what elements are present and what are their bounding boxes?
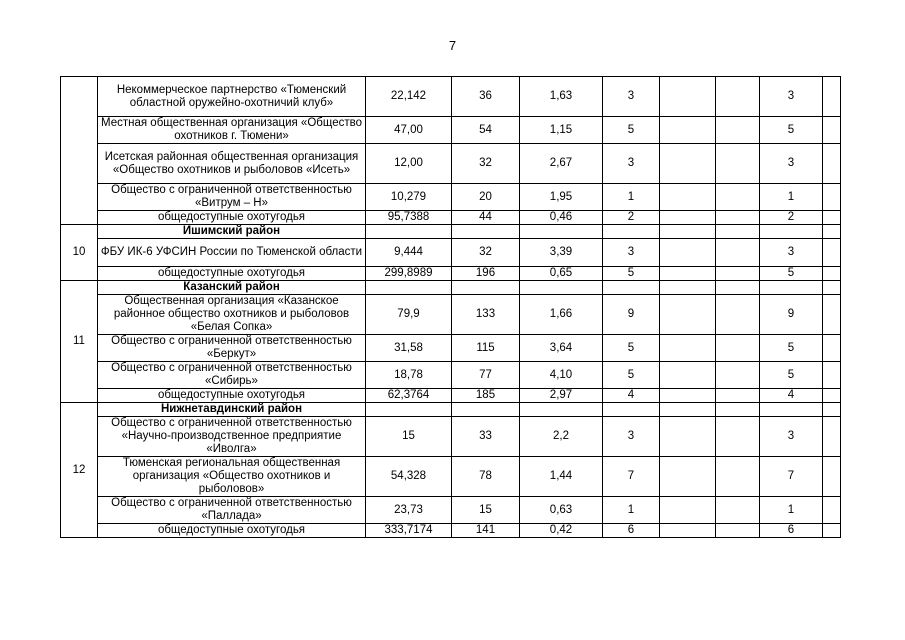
value-cell: 115 bbox=[452, 335, 520, 362]
area-cell: 299,8989 bbox=[366, 267, 452, 281]
value-cell: 33 bbox=[452, 417, 520, 457]
empty-cell bbox=[823, 403, 841, 417]
value-cell: 2,97 bbox=[520, 389, 603, 403]
value-cell bbox=[660, 267, 716, 281]
table-row bbox=[61, 497, 841, 524]
value-cell: 5 bbox=[760, 267, 823, 281]
value-cell: 0,46 bbox=[520, 211, 603, 225]
organization-name: Общество с ограниченной ответственностью «Беркут» bbox=[98, 335, 366, 362]
value-cell bbox=[660, 117, 716, 144]
empty-cell bbox=[603, 403, 660, 417]
empty-cell bbox=[760, 225, 823, 239]
area-cell: 12,00 bbox=[366, 144, 452, 184]
value-cell: 7 bbox=[603, 457, 660, 497]
empty-cell bbox=[760, 403, 823, 417]
area-cell: 15 bbox=[366, 417, 452, 457]
row-number-cell: 12 bbox=[61, 403, 98, 538]
value-cell bbox=[716, 497, 760, 524]
value-cell: 1 bbox=[603, 497, 660, 524]
value-cell: 36 bbox=[452, 77, 520, 117]
value-cell: 9 bbox=[603, 295, 660, 335]
value-cell bbox=[660, 211, 716, 225]
value-cell: 32 bbox=[452, 144, 520, 184]
empty-cell bbox=[823, 225, 841, 239]
value-cell: 3 bbox=[760, 239, 823, 267]
district-name: Нижнетавдинский район bbox=[98, 403, 366, 417]
value-cell bbox=[660, 239, 716, 267]
value-cell: 1 bbox=[603, 184, 660, 211]
empty-cell bbox=[823, 281, 841, 295]
value-cell: 20 bbox=[452, 184, 520, 211]
organization-name: Исетская районная общественная организация «Общество охотников и рыболовов «Исеть» bbox=[98, 144, 366, 184]
organization-name: Некоммерческое партнерство «Тюменский областной оружейно-охотничий клуб» bbox=[98, 77, 366, 117]
value-cell: 32 bbox=[452, 239, 520, 267]
value-cell: 3,39 bbox=[520, 239, 603, 267]
value-cell bbox=[823, 295, 841, 335]
value-cell: 5 bbox=[603, 267, 660, 281]
value-cell bbox=[660, 184, 716, 211]
value-cell bbox=[660, 335, 716, 362]
value-cell bbox=[660, 144, 716, 184]
value-cell bbox=[716, 389, 760, 403]
organization-name: Общество с ограниченной ответственностью «Научно-производственное предприятие «Иволга» bbox=[98, 417, 366, 457]
value-cell: 7 bbox=[760, 457, 823, 497]
value-cell bbox=[716, 335, 760, 362]
empty-cell bbox=[660, 403, 716, 417]
empty-cell bbox=[603, 281, 660, 295]
area-cell: 23,73 bbox=[366, 497, 452, 524]
row-number-cell: 10 bbox=[61, 225, 98, 281]
value-cell bbox=[823, 362, 841, 389]
empty-cell bbox=[603, 225, 660, 239]
empty-cell bbox=[520, 281, 603, 295]
value-cell: 185 bbox=[452, 389, 520, 403]
value-cell bbox=[823, 211, 841, 225]
value-cell bbox=[660, 457, 716, 497]
value-cell: 1 bbox=[760, 497, 823, 524]
value-cell: 1,44 bbox=[520, 457, 603, 497]
district-name: Казанский район bbox=[98, 281, 366, 295]
area-cell: 22,142 bbox=[366, 77, 452, 117]
value-cell bbox=[823, 267, 841, 281]
value-cell: 5 bbox=[760, 117, 823, 144]
empty-cell bbox=[660, 225, 716, 239]
row-number-cell: 11 bbox=[61, 281, 98, 403]
value-cell: 5 bbox=[603, 117, 660, 144]
value-cell bbox=[660, 295, 716, 335]
table-row bbox=[61, 144, 841, 184]
organization-name: Тюменская региональная общественная организация «Общество охотников и рыболовов» bbox=[98, 457, 366, 497]
value-cell: 4 bbox=[603, 389, 660, 403]
value-cell: 3 bbox=[760, 144, 823, 184]
value-cell: 196 bbox=[452, 267, 520, 281]
area-cell: 18,78 bbox=[366, 362, 452, 389]
value-cell bbox=[823, 184, 841, 211]
empty-cell bbox=[452, 281, 520, 295]
value-cell bbox=[716, 184, 760, 211]
value-cell bbox=[823, 144, 841, 184]
table-row bbox=[61, 417, 841, 457]
value-cell: 5 bbox=[760, 362, 823, 389]
value-cell: 6 bbox=[603, 524, 660, 538]
value-cell bbox=[716, 117, 760, 144]
value-cell: 1 bbox=[760, 184, 823, 211]
value-cell bbox=[823, 239, 841, 267]
empty-cell bbox=[452, 225, 520, 239]
table-row bbox=[61, 117, 841, 144]
value-cell: 5 bbox=[603, 362, 660, 389]
table-row-total bbox=[61, 389, 841, 403]
value-cell: 4,10 bbox=[520, 362, 603, 389]
area-cell: 9,444 bbox=[366, 239, 452, 267]
value-cell bbox=[823, 497, 841, 524]
empty-cell bbox=[452, 403, 520, 417]
table-row bbox=[61, 335, 841, 362]
empty-cell bbox=[760, 281, 823, 295]
value-cell: 4 bbox=[760, 389, 823, 403]
organization-name: общедоступные охотугодья bbox=[98, 211, 366, 225]
district-row bbox=[61, 281, 841, 295]
empty-cell bbox=[716, 225, 760, 239]
area-cell: 62,3764 bbox=[366, 389, 452, 403]
value-cell: 3 bbox=[760, 417, 823, 457]
organization-name: Общество с ограниченной ответственностью «Витрум – Н» bbox=[98, 184, 366, 211]
value-cell: 5 bbox=[603, 335, 660, 362]
value-cell bbox=[660, 417, 716, 457]
empty-cell bbox=[660, 281, 716, 295]
empty-cell bbox=[716, 403, 760, 417]
value-cell bbox=[823, 524, 841, 538]
organization-name: общедоступные охотугодья bbox=[98, 524, 366, 538]
table-row bbox=[61, 362, 841, 389]
value-cell: 3 bbox=[760, 77, 823, 117]
row-number-cell bbox=[61, 77, 98, 225]
value-cell bbox=[716, 362, 760, 389]
value-cell bbox=[823, 77, 841, 117]
value-cell bbox=[716, 524, 760, 538]
organization-name: Общество с ограниченной ответственностью «Паллада» bbox=[98, 497, 366, 524]
value-cell: 44 bbox=[452, 211, 520, 225]
value-cell: 1,15 bbox=[520, 117, 603, 144]
table-row-total bbox=[61, 267, 841, 281]
empty-cell bbox=[366, 225, 452, 239]
value-cell: 1,63 bbox=[520, 77, 603, 117]
empty-cell bbox=[520, 403, 603, 417]
value-cell: 78 bbox=[452, 457, 520, 497]
table-row bbox=[61, 239, 841, 267]
value-cell bbox=[823, 417, 841, 457]
table-row bbox=[61, 77, 841, 117]
table-row bbox=[61, 184, 841, 211]
organization-name: Общественная организация «Казанское районное общество охотников и рыболовов «Белая Сопка» bbox=[98, 295, 366, 335]
value-cell: 0,42 bbox=[520, 524, 603, 538]
table-row bbox=[61, 457, 841, 497]
value-cell: 9 bbox=[760, 295, 823, 335]
value-cell bbox=[716, 295, 760, 335]
table-row-total bbox=[61, 524, 841, 538]
value-cell: 1,95 bbox=[520, 184, 603, 211]
value-cell: 2,67 bbox=[520, 144, 603, 184]
value-cell: 3 bbox=[603, 77, 660, 117]
value-cell: 1,66 bbox=[520, 295, 603, 335]
value-cell bbox=[716, 239, 760, 267]
organization-name: ФБУ ИК-6 УФСИН России по Тюменской области bbox=[98, 239, 366, 267]
area-cell: 10,279 bbox=[366, 184, 452, 211]
value-cell: 2 bbox=[760, 211, 823, 225]
district-row bbox=[61, 225, 841, 239]
value-cell: 5 bbox=[760, 335, 823, 362]
value-cell bbox=[660, 497, 716, 524]
value-cell bbox=[716, 211, 760, 225]
organization-name: общедоступные охотугодья bbox=[98, 389, 366, 403]
value-cell bbox=[716, 77, 760, 117]
value-cell bbox=[660, 389, 716, 403]
value-cell bbox=[716, 144, 760, 184]
value-cell bbox=[823, 335, 841, 362]
value-cell: 3 bbox=[603, 144, 660, 184]
value-cell: 0,65 bbox=[520, 267, 603, 281]
value-cell: 3,64 bbox=[520, 335, 603, 362]
empty-cell bbox=[366, 281, 452, 295]
organization-name: Общество с ограниченной ответственностью «Сибирь» bbox=[98, 362, 366, 389]
area-cell: 31,58 bbox=[366, 335, 452, 362]
value-cell: 54 bbox=[452, 117, 520, 144]
district-row bbox=[61, 403, 841, 417]
value-cell bbox=[716, 417, 760, 457]
table-row bbox=[61, 295, 841, 335]
empty-cell bbox=[366, 403, 452, 417]
organization-name: Местная общественная организация «Общество охотников г. Тюмени» bbox=[98, 117, 366, 144]
value-cell: 77 bbox=[452, 362, 520, 389]
hunting-grounds-table bbox=[60, 76, 841, 538]
value-cell: 2,2 bbox=[520, 417, 603, 457]
table-row-total bbox=[61, 211, 841, 225]
value-cell bbox=[660, 524, 716, 538]
value-cell: 15 bbox=[452, 497, 520, 524]
value-cell: 3 bbox=[603, 239, 660, 267]
area-cell: 333,7174 bbox=[366, 524, 452, 538]
value-cell: 141 bbox=[452, 524, 520, 538]
value-cell: 133 bbox=[452, 295, 520, 335]
value-cell bbox=[716, 267, 760, 281]
area-cell: 95,7388 bbox=[366, 211, 452, 225]
value-cell bbox=[823, 457, 841, 497]
area-cell: 47,00 bbox=[366, 117, 452, 144]
value-cell: 3 bbox=[603, 417, 660, 457]
value-cell bbox=[716, 457, 760, 497]
empty-cell bbox=[716, 281, 760, 295]
value-cell: 6 bbox=[760, 524, 823, 538]
empty-cell bbox=[520, 225, 603, 239]
area-cell: 54,328 bbox=[366, 457, 452, 497]
organization-name: общедоступные охотугодья bbox=[98, 267, 366, 281]
district-name: Ишимский район bbox=[98, 225, 366, 239]
value-cell bbox=[660, 77, 716, 117]
value-cell bbox=[823, 117, 841, 144]
value-cell bbox=[660, 362, 716, 389]
page-number: 7 bbox=[448, 38, 457, 53]
area-cell: 79,9 bbox=[366, 295, 452, 335]
value-cell: 0,63 bbox=[520, 497, 603, 524]
value-cell bbox=[823, 389, 841, 403]
value-cell: 2 bbox=[603, 211, 660, 225]
